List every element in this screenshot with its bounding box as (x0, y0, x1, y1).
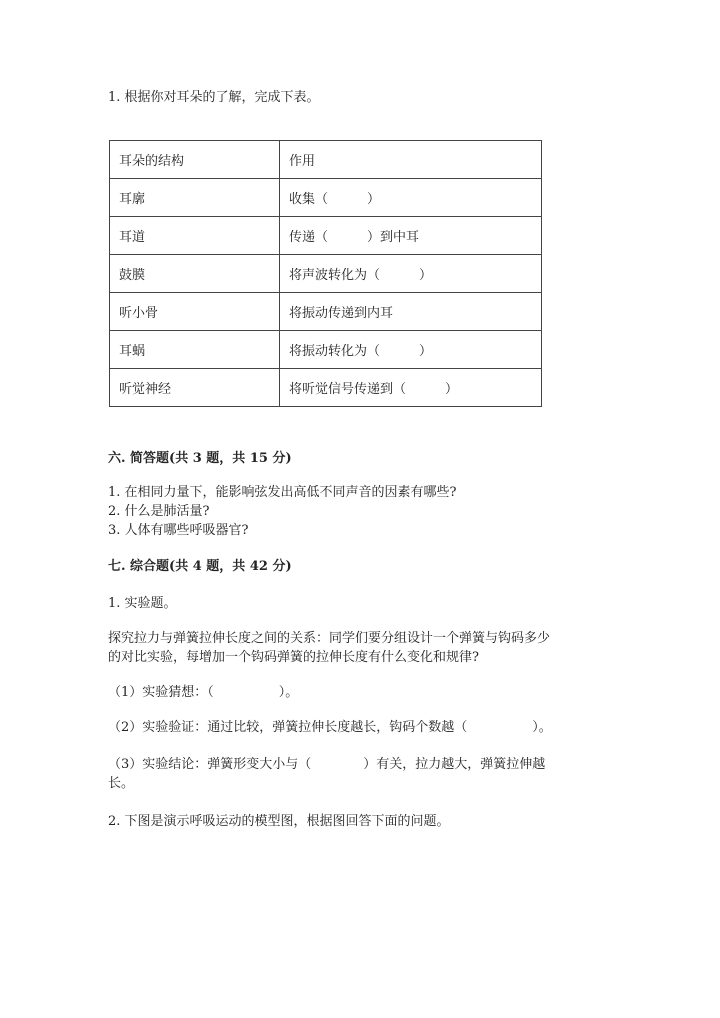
experiment-intro (108, 629, 578, 667)
experiment-question-title: 1. 实验题。 (108, 596, 177, 611)
table-cell-structure: 鼓膜 (110, 255, 280, 293)
section-6-heading: 六. 简答题(共 3 题，共 15 分) (108, 451, 292, 466)
table-row (110, 293, 542, 331)
table-row (110, 217, 542, 255)
section-7-heading: 七. 综合题(共 4 题，共 42 分) (108, 559, 292, 574)
short-answer-question-2: 2. 什么是肺活量? (108, 504, 210, 519)
short-answer-question-3: 3. 人体有哪些呼吸器官? (108, 523, 249, 538)
experiment-part-3-line: 长。 (108, 776, 135, 791)
experiment-intro-line: 探究拉力与弹簧拉伸长度之间的关系：同学们要分组设计一个弹簧与钩码多少 (108, 631, 551, 646)
table-cell-function: 将声波转化为（ ） (280, 255, 542, 293)
table-row (110, 255, 542, 293)
table-cell-function: 将听觉信号传递到（ ） (280, 369, 542, 407)
table-header-cell: 作用 (280, 141, 542, 179)
breathing-model-question-title: 2. 下图是演示呼吸运动的模型图，根据图回答下面的问题。 (108, 814, 450, 829)
table-cell-function: 将振动转化为（ ） (280, 331, 542, 369)
table-cell-structure: 听小骨 (110, 293, 280, 331)
experiment-part-1: （1）实验猜想：（ ）。 (108, 685, 299, 700)
table-cell-function: 将振动传递到内耳 (280, 293, 542, 331)
table-header-row (110, 141, 542, 179)
experiment-part-2: （2）实验验证：通过比较，弹簧拉伸长度越长，钩码个数越（ ）。 (108, 720, 552, 735)
experiment-part-3-line: （3）实验结论：弹簧形变大小与（ ）有关，拉力越大，弹簧拉伸越 (108, 757, 546, 772)
table-cell-structure: 耳道 (110, 217, 280, 255)
experiment-intro-line: 的对比实验，每增加一个钩码弹簧的拉伸长度有什么变化和规律? (108, 650, 479, 665)
table-cell-function: 收集（ ） (280, 179, 542, 217)
table-row (110, 331, 542, 369)
table-cell-structure: 耳蜗 (110, 331, 280, 369)
question-1-title: 1. 根据你对耳朵的了解，完成下表。 (108, 90, 320, 105)
ear-structure-table (109, 140, 542, 407)
experiment-part-3 (108, 755, 578, 793)
table-header-cell: 耳朵的结构 (110, 141, 280, 179)
table-cell-function: 传递（ ）到中耳 (280, 217, 542, 255)
table-row (110, 179, 542, 217)
table-cell-structure: 耳廓 (110, 179, 280, 217)
short-answer-question-1: 1. 在相同力量下，能影响弦发出高低不同声音的因素有哪些? (108, 485, 457, 500)
table-cell-structure: 听觉神经 (110, 369, 280, 407)
table-row (110, 369, 542, 407)
